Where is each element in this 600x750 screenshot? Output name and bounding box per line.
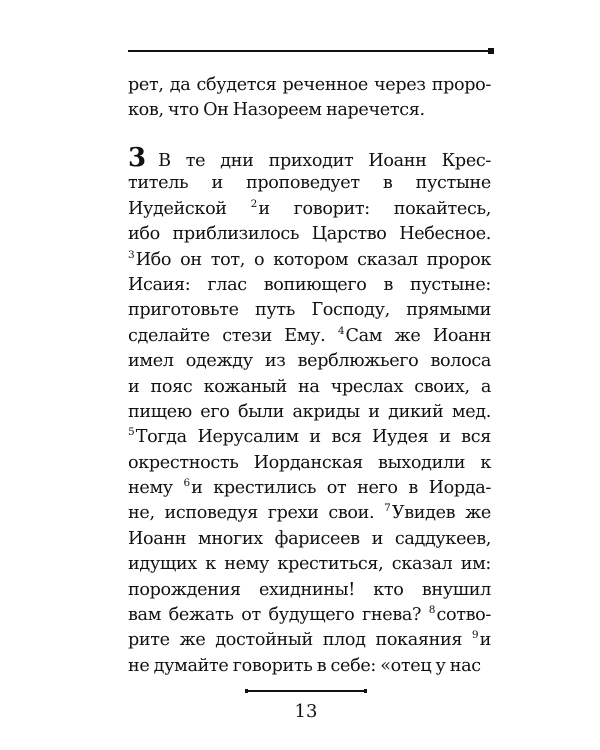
text-segment: титель и проповедует в пустыне xyxy=(128,173,491,194)
text-line xyxy=(128,527,491,552)
text-line xyxy=(128,248,491,273)
verse-number: 3 xyxy=(128,248,135,261)
text-line xyxy=(128,400,491,425)
text-line: рет, да сбудется реченное через проро- xyxy=(128,75,491,95)
text-segment: пищею его были акриды и дикий мед. xyxy=(128,401,491,422)
text-segment: окрестность Иорданская выходили к xyxy=(128,452,491,473)
text-segment: и крестились от него в Иорда- xyxy=(191,478,491,499)
verse-number: 6 xyxy=(183,477,191,490)
text-line xyxy=(128,654,491,679)
text-segment: Тогда Иерусалим и вся Иудея и вся xyxy=(135,427,491,448)
text-line xyxy=(128,603,491,628)
verse-number: 7 xyxy=(384,502,391,515)
text-line xyxy=(128,375,491,400)
text-segment: ибо приблизилось Царство Небесное. xyxy=(128,224,491,245)
text-line xyxy=(128,298,491,323)
text-segment: приготовьте путь Господу, прямыми xyxy=(128,300,491,321)
text-line xyxy=(128,171,491,196)
verse-number: 9 xyxy=(471,629,479,642)
text-segment: вам бежать от будущего гнева? xyxy=(128,605,429,626)
text-segment: Увидев же xyxy=(391,503,491,524)
text-segment: Иудейской xyxy=(128,198,251,219)
text-segment: Исаия: глас вопиющего в пустыне: xyxy=(128,274,491,295)
text-line xyxy=(128,628,491,653)
text-segment: нему xyxy=(128,478,184,499)
text-segment: сделайте стези Ему. xyxy=(128,325,338,346)
verse-number: 5 xyxy=(128,426,135,439)
text-line xyxy=(128,425,491,450)
text-segment: В те дни приходит Иоанн Крес- xyxy=(158,151,491,171)
text-segment: идущих к нему креститься, сказал им: xyxy=(128,554,491,575)
chapter-text xyxy=(128,143,491,679)
chapter-number: 3 xyxy=(128,143,147,173)
text-line xyxy=(128,451,491,476)
text-line xyxy=(128,501,491,526)
top-rule xyxy=(128,50,490,52)
text-segment: Иоанн многих фарисеев и саддукеев, xyxy=(128,528,491,549)
text-segment: порождения ехиднины! кто внушил xyxy=(128,579,491,600)
text-line xyxy=(128,324,491,349)
text-segment: не, исповедуя грехи свои. xyxy=(128,503,385,524)
page-number: 13 xyxy=(294,701,318,722)
text-line: ков, что Он Назореем наречется. xyxy=(128,100,425,121)
text-segment: Ибо он тот, о котором сказал пророк xyxy=(135,249,491,270)
continuation-text xyxy=(128,73,491,124)
verse-number: 2 xyxy=(250,197,258,210)
bottom-rule xyxy=(245,690,367,692)
text-line xyxy=(128,349,491,374)
text-line xyxy=(128,552,491,577)
verse-number: 4 xyxy=(337,324,345,337)
text-segment: сотво- xyxy=(436,605,491,626)
text-segment: не думайте говорить в себе: «отец у нас xyxy=(128,655,481,676)
text-line xyxy=(128,476,491,501)
text-segment: и говорит: покайтесь, xyxy=(258,198,491,219)
text-segment: и xyxy=(479,630,491,651)
text-line xyxy=(128,578,491,603)
text-segment: и пояс кожаный на чреслах своих, а xyxy=(128,376,491,397)
text-line xyxy=(128,222,491,247)
text-line xyxy=(128,143,491,173)
top-rule-end-mark xyxy=(488,48,494,54)
text-segment: имел одежду из верблюжьего волоса xyxy=(128,351,491,372)
text-line xyxy=(128,197,491,222)
text-line xyxy=(128,273,491,298)
text-segment: рите же достойный плод покаяния xyxy=(128,630,472,651)
verse-number: 8 xyxy=(428,604,436,617)
text-segment: Сам же Иоанн xyxy=(345,325,491,346)
